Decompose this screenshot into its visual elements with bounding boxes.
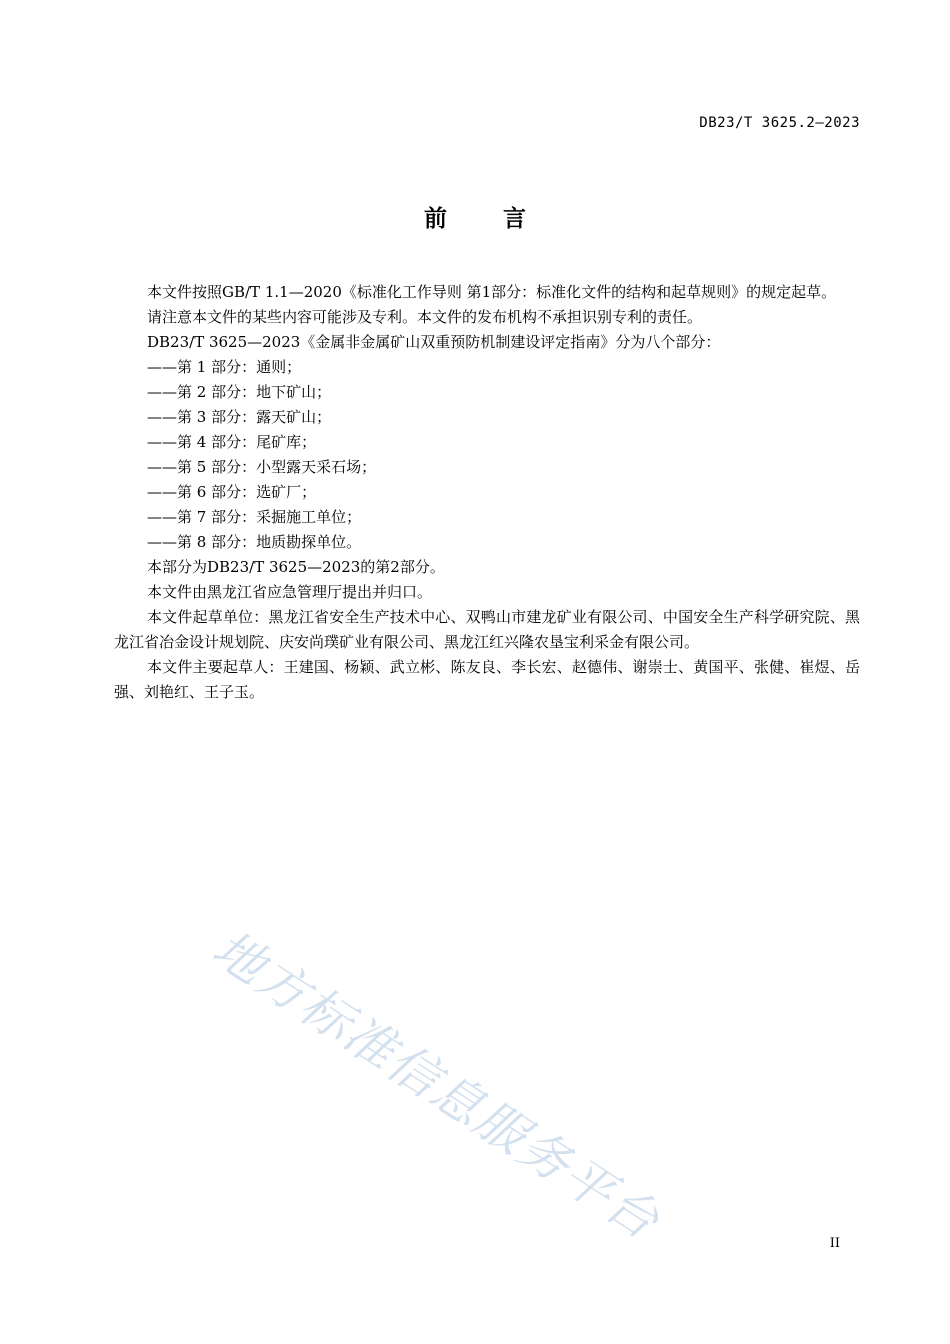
title-char-1: 前 (424, 206, 447, 232)
list-item: ——第 2 部分：地下矿山； (147, 383, 332, 401)
watermark-text: 地方标准信息服务平台 (202, 919, 671, 1252)
title-char-2: 言 (503, 206, 526, 232)
list-item: ——第 3 部分：露天矿山； (147, 408, 332, 426)
page-number: II (829, 1236, 840, 1251)
paragraph-part-statement: 本部分为DB23/T 3625—2023的第2部分。 (147, 558, 445, 576)
document-code: DB23/T 3625.2—2023 (699, 115, 860, 131)
list-item: ——第 4 部分：尾矿库； (147, 433, 317, 451)
paragraph-drafting-units: 本文件起草单位：黑龙江省安全生产技术中心、双鸭山市建龙矿业有限公司、中国安全生产科学研究院、黑龙江省冶金设计规划院、庆安尚璞矿业有限公司、黑龙江红兴隆农垦宝利采金有限公司。 (114, 608, 860, 651)
page-title (0, 200, 950, 233)
list-item: ——第 7 部分：采掘施工单位； (147, 508, 362, 526)
list-item: ——第 8 部分：地质勘探单位。 (147, 533, 362, 551)
paragraph-drafting-rules: 本文件按照GB/T 1.1—2020《标准化工作导则 第1部分：标准化文件的结构和起草规则》的规定起草。 (147, 283, 837, 301)
paragraph-proposer: 本文件由黑龙江省应急管理厅提出并归口。 (147, 583, 433, 601)
list-item: ——第 5 部分：小型露天采石场； (147, 458, 377, 476)
list-item: ——第 6 部分：选矿厂； (147, 483, 317, 501)
paragraph-drafters: 本文件主要起草人：王建国、杨颖、武立彬、陈友良、李长宏、赵德伟、谢崇士、黄国平、张健、崔煜、岳强、刘艳红、王子玉。 (114, 658, 860, 701)
document-body (114, 280, 860, 705)
paragraph-parts-intro: DB23/T 3625—2023《金属非金属矿山双重预防机制建设评定指南》分为八个部分： (147, 333, 721, 351)
list-item: ——第 1 部分：通则； (147, 358, 302, 376)
paragraph-patent-notice: 请注意本文件的某些内容可能涉及专利。本文件的发布机构不承担识别专利的责任。 (147, 308, 703, 326)
